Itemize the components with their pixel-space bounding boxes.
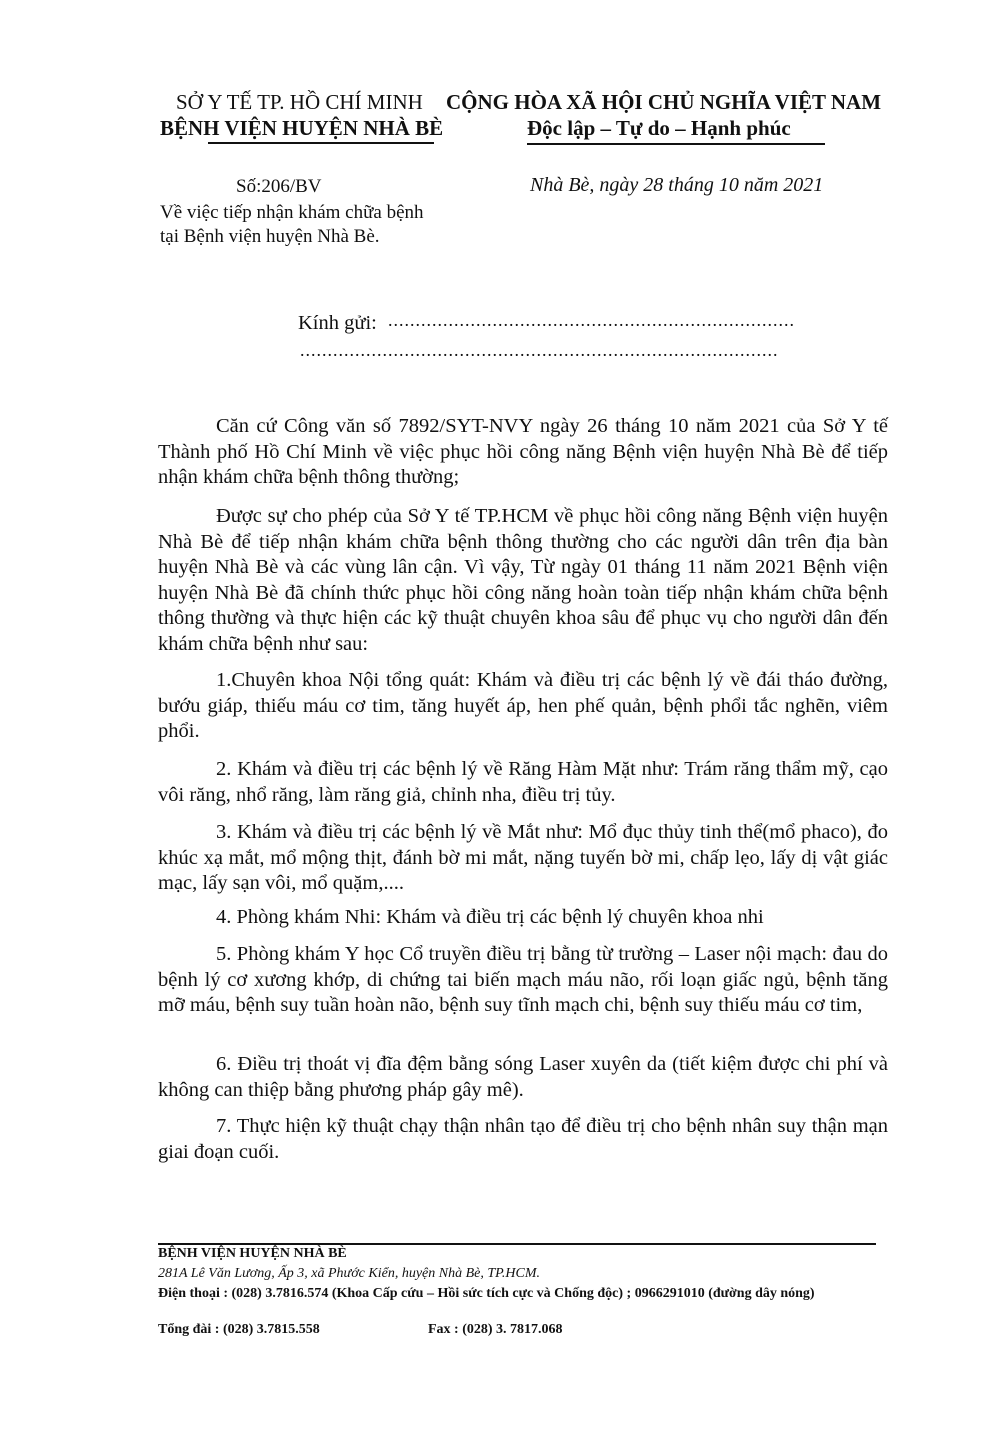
recipient-dots-1: .......................................................................... xyxy=(388,310,795,330)
national-motto: Độc lập – Tự do – Hạnh phúc xyxy=(527,116,791,140)
paragraph-item-5: 5. Phòng khám Y học Cổ truyền điều trị bằng từ trường – Laser nội mạch: đau do bệnh lý cơ xương khớp, di chứng tai biến mạch máu não, rối loạn giấc ngủ, bệnh tăng mỡ máu, bệnh suy tuần hoàn não, bệnh suy tĩnh mạch chi, bệnh suy thiếu máu cơ tim, xyxy=(158,943,888,1016)
hospital-name: BỆNH VIỆN HUYỆN NHÀ BÈ xyxy=(160,116,444,140)
footer-org: BỆNH VIỆN HUYỆN NHÀ BÈ xyxy=(158,1246,347,1261)
paragraph-item-3: 3. Khám và điều trị các bệnh lý về Mắt như: Mổ đục thủy tinh thể(mổ phaco), đo khúc xạ mắt, mổ mộng thịt, đánh bờ mi mắt, nặng tuyến bờ mi, chấp lẹo, lấy dị vật giác mạc, lấy sạn vôi, mổ quặm,.... xyxy=(158,821,888,894)
recipient-label: Kính gửi: xyxy=(298,312,377,334)
footer-phone: Điện thoại : (028) 3.7816.574 (Khoa Cấp cứu – Hồi sức tích cực và Chống độc) ; 0966291010 (đường dây nóng) xyxy=(158,1286,815,1301)
subject-line-2: tại Bệnh viện huyện Nhà Bè. xyxy=(160,226,380,247)
national-title: CỘNG HÒA XÃ HỘI CHỦ NGHĨA VIỆT NAM xyxy=(446,90,882,114)
footer-rule xyxy=(158,1243,876,1245)
paragraph-item-4: 4. Phòng khám Nhi: Khám và điều trị các bệnh lý chuyên khoa nhi xyxy=(216,906,764,928)
subject-line-1: Về việc tiếp nhận khám chữa bệnh xyxy=(160,202,424,223)
document-date: Nhà Bè, ngày 28 tháng 10 năm 2021 xyxy=(530,174,824,196)
recipient-dots-2: ....................................................................................... xyxy=(300,340,779,360)
paragraph-legal-basis: Căn cứ Công văn số 7892/SYT-NVY ngày 26 tháng 10 năm 2021 của Sở Y tế Thành phố Hồ Chí Minh về việc phục hồi công năng Bệnh viện huyện Nhà Bè để tiếp nhận khám chữa bệnh thông thường; xyxy=(158,415,888,488)
footer-switchboard: Tổng đài : (028) 3.7815.558 xyxy=(158,1322,320,1337)
motto-underline xyxy=(527,143,825,145)
footer-fax: Fax : (028) 3. 7817.068 xyxy=(428,1322,563,1337)
document-number: Số:206/BV xyxy=(236,176,322,197)
paragraph-item-1: 1.Chuyên khoa Nội tổng quát: Khám và điều trị các bệnh lý về đái tháo đường, bướu giáp, thiếu máu cơ tim, tăng huyết áp, hen phế quản, bệnh phổi tắc nghẽn, viêm phổi. xyxy=(158,669,888,742)
paragraph-item-6: 6. Điều trị thoát vị đĩa đệm bằng sóng Laser xuyên da (tiết kiệm được chi phí và không can thiệp bằng phương pháp gây mê). xyxy=(158,1053,888,1101)
paragraph-announcement: Được sự cho phép của Sở Y tế TP.HCM về phục hồi công năng Bệnh viện huyện Nhà Bè để tiếp nhận khám chữa bệnh thông thường cho các người dân trên địa bàn huyện Nhà Bè và các vùng lân cận. Vì vậy, Từ ngày 01 tháng 11 năm 2021 Bệnh viện huyện Nhà Bè đã chính thức phục hồi công năng hoàn toàn tiếp nhận khám chữa bệnh thông thường và thực hiện các kỹ thuật chuyên khoa sâu để phục vụ cho người dân đến khám chữa bệnh như sau: xyxy=(158,505,888,655)
footer-address: 281A Lê Văn Lương, Ấp 3, xã Phước Kiển, huyện Nhà Bè, TP.HCM. xyxy=(158,1266,540,1281)
paragraph-item-2: 2. Khám và điều trị các bệnh lý về Răng Hàm Mặt như: Trám răng thẩm mỹ, cạo vôi răng, nhổ răng, làm răng giả, chỉnh nha, điều trị tủy. xyxy=(158,758,888,806)
hospital-underline xyxy=(208,142,434,144)
ministry-name: SỞ Y TẾ TP. HỒ CHÍ MINH xyxy=(176,90,423,114)
paragraph-item-7: 7. Thực hiện kỹ thuật chạy thận nhân tạo để điều trị cho bệnh nhân suy thận mạn giai đoạn cuối. xyxy=(158,1115,888,1163)
